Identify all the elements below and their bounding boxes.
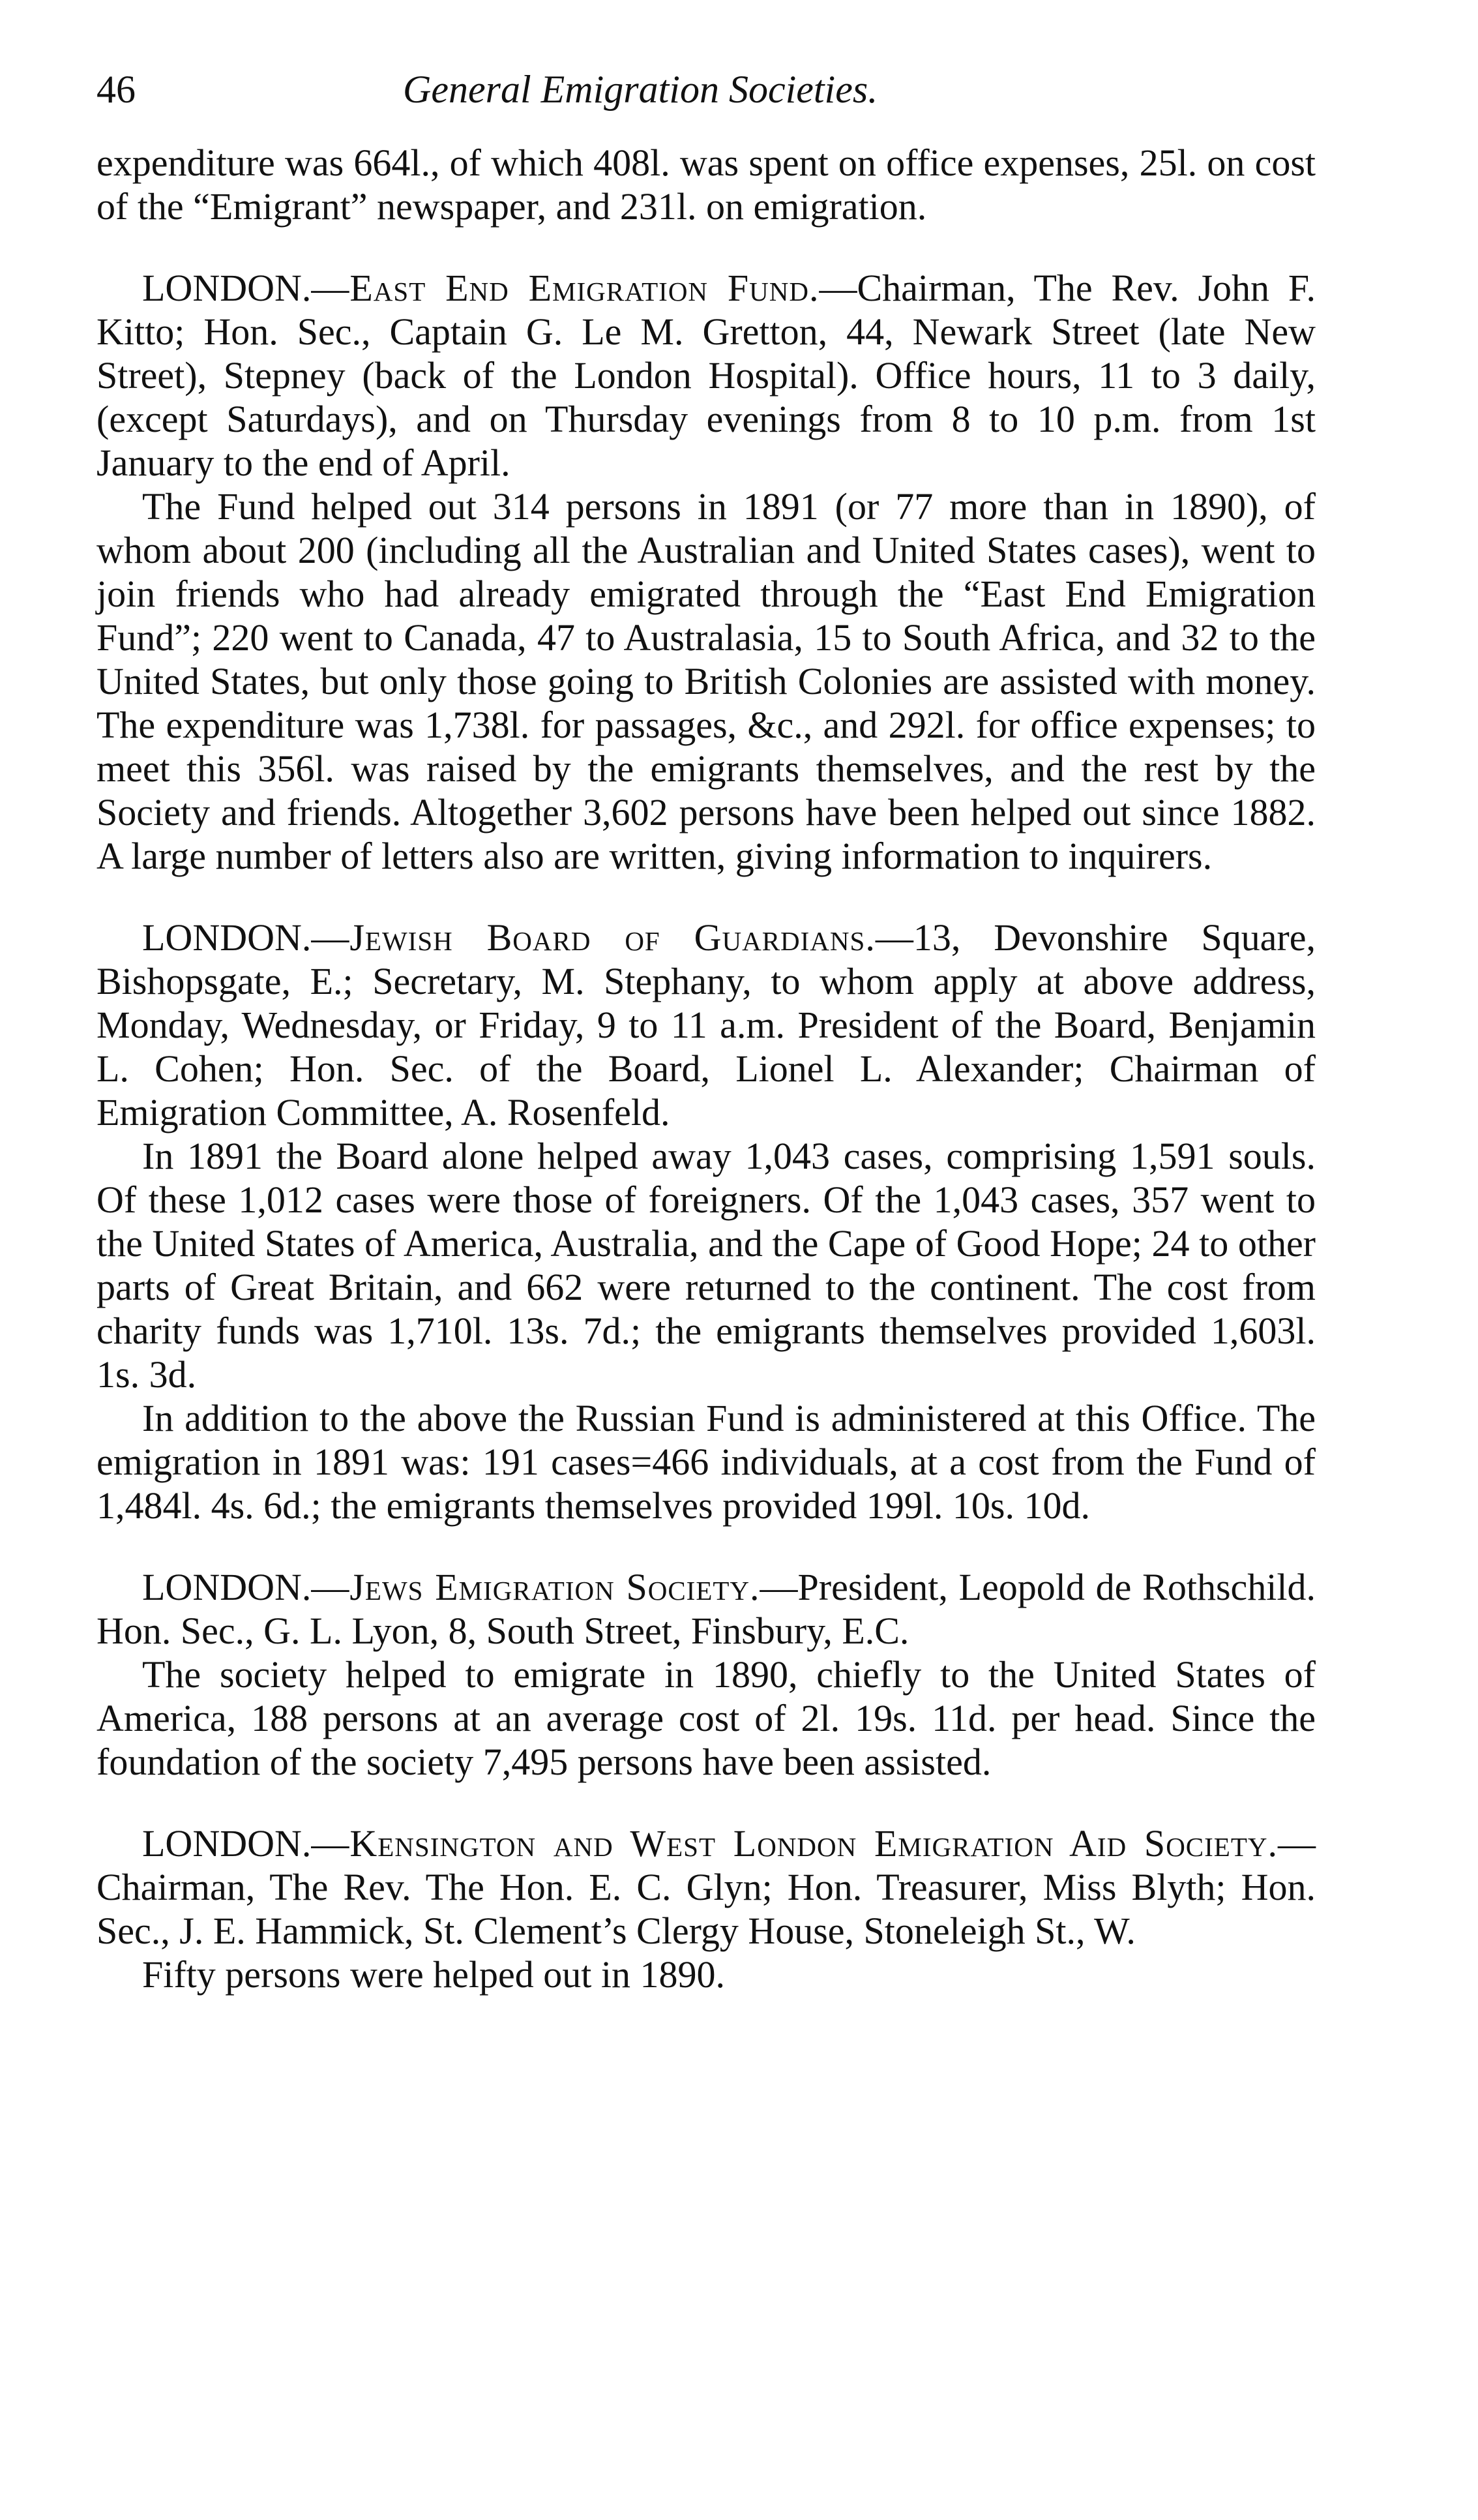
entry-kensington-west-london-emigration xyxy=(96,1822,1316,1996)
entry-details: —13, Devonshire Square, Bishopsgate, E.; Secretary, M. Stephany, to whom apply at above address, Monday, Wednesday, or Friday, 9 to 11 a.m. President of the Board, Benjamin L. Cohen; Hon. Sec. of the Board, Lionel L. Alexander; Chairman of Emigration Committee, A. Rosenfeld. xyxy=(96,916,1316,1133)
entry-jews-emigration-society xyxy=(96,1565,1316,1784)
running-head xyxy=(96,60,1316,119)
entry-society-name: —Jewish Board of Guardians. xyxy=(311,916,876,959)
entry-place: LONDON. xyxy=(142,1566,312,1608)
entry-heading xyxy=(96,266,1316,485)
entry-place: LONDON. xyxy=(142,1822,312,1865)
entry-body-paragraph: In addition to the above the Russian Fund is administered at this Office. The emigration in 1891 was: 191 cases=466 individuals, at a cost from the Fund of 1,484l. 4s. 6d.; the emigrants themselves provided 199l. 10s. 10d. xyxy=(96,1397,1316,1527)
entry-place: LONDON. xyxy=(142,267,312,309)
entry-jewish-board-of-guardians xyxy=(96,916,1316,1527)
entry-heading xyxy=(96,1822,1316,1953)
book-page xyxy=(96,60,1316,1996)
running-title: General Emigration Societies. xyxy=(403,68,878,111)
page-number: 46 xyxy=(96,68,136,111)
entry-heading xyxy=(96,916,1316,1134)
entry-body-paragraph: The society helped to emigrate in 1890, chiefly to the United States of America, 188 persons at an average cost of 2l. 19s. 11d. per head. Since the foundation of the society 7,495 persons have been assisted. xyxy=(96,1653,1316,1783)
entry-body-paragraph: The Fund helped out 314 persons in 1891 (or 77 more than in 1890), of whom about 200 (including all the Australian and United States cases), went to join friends who had already emigrated through the “East End Emigration Fund”; 220 went to Canada, 47 to Australasia, 15 to South Africa, and 32 to the United States, but only those going to British Colonies are assisted with money. The expenditure was 1,738l. for passages, &c., and 292l. for office expenses; to meet this 356l. was raised by the emigrants themselves, and the rest by the Society and friends. Altogether 3,602 persons have been helped out since 1882. A large number of letters also are written, giving information to inquirers. xyxy=(96,485,1316,877)
entry-details: —Chairman, The Rev. John F. Kitto; Hon. Sec., Captain G. Le M. Gretton, 44, Newark Street (late New Street), Stepney (back of the London Hospital). Office hours, 11 to 3 daily, (except Saturdays), and on Thursday evenings from 8 to 10 p.m. from 1st January to the end of April. xyxy=(96,267,1316,484)
entry-east-end-emigration-fund xyxy=(96,266,1316,878)
entry-body-paragraph: Fifty persons were helped out in 1890. xyxy=(142,1953,726,1996)
intro-paragraph: expenditure was 664l., of which 408l. was spent on office expenses, 25l. on cost of the “Emigrant” newspaper, and 231l. on emigration. xyxy=(96,142,1316,228)
entry-place: LONDON. xyxy=(142,916,312,959)
entry-details: —President, Leopold de Rothschild. Hon. Sec., G. L. Lyon, 8, South Street, Finsbury, E.C. xyxy=(96,1566,1316,1652)
entry-body-paragraph: In 1891 the Board alone helped away 1,043 cases, comprising 1,591 souls. Of these 1,012 cases were those of foreigners. Of the 1,043 cases, 357 went to the United States of America, Australia, and the Cape of Good Hope; 24 to other parts of Great Britain, and 662 were returned to the continent. The cost from charity funds was 1,710l. 13s. 7d.; the emigrants themselves provided 1,603l. 1s. 3d. xyxy=(96,1135,1316,1396)
entry-society-name: —East End Emigration Fund. xyxy=(311,267,820,309)
entry-details: —Chairman, The Rev. The Hon. E. C. Glyn; Hon. Treasurer, Miss Blyth; Hon. Sec., J. E. Hammick, St. Clement’s Clergy House, Stoneleigh St., W. xyxy=(96,1822,1316,1952)
entry-society-name: —Kensington and West London Emigration Aid Society. xyxy=(311,1822,1278,1865)
entry-society-name: —Jews Emigration Society. xyxy=(311,1566,760,1608)
intro-section xyxy=(96,141,1316,228)
entry-heading xyxy=(96,1565,1316,1653)
